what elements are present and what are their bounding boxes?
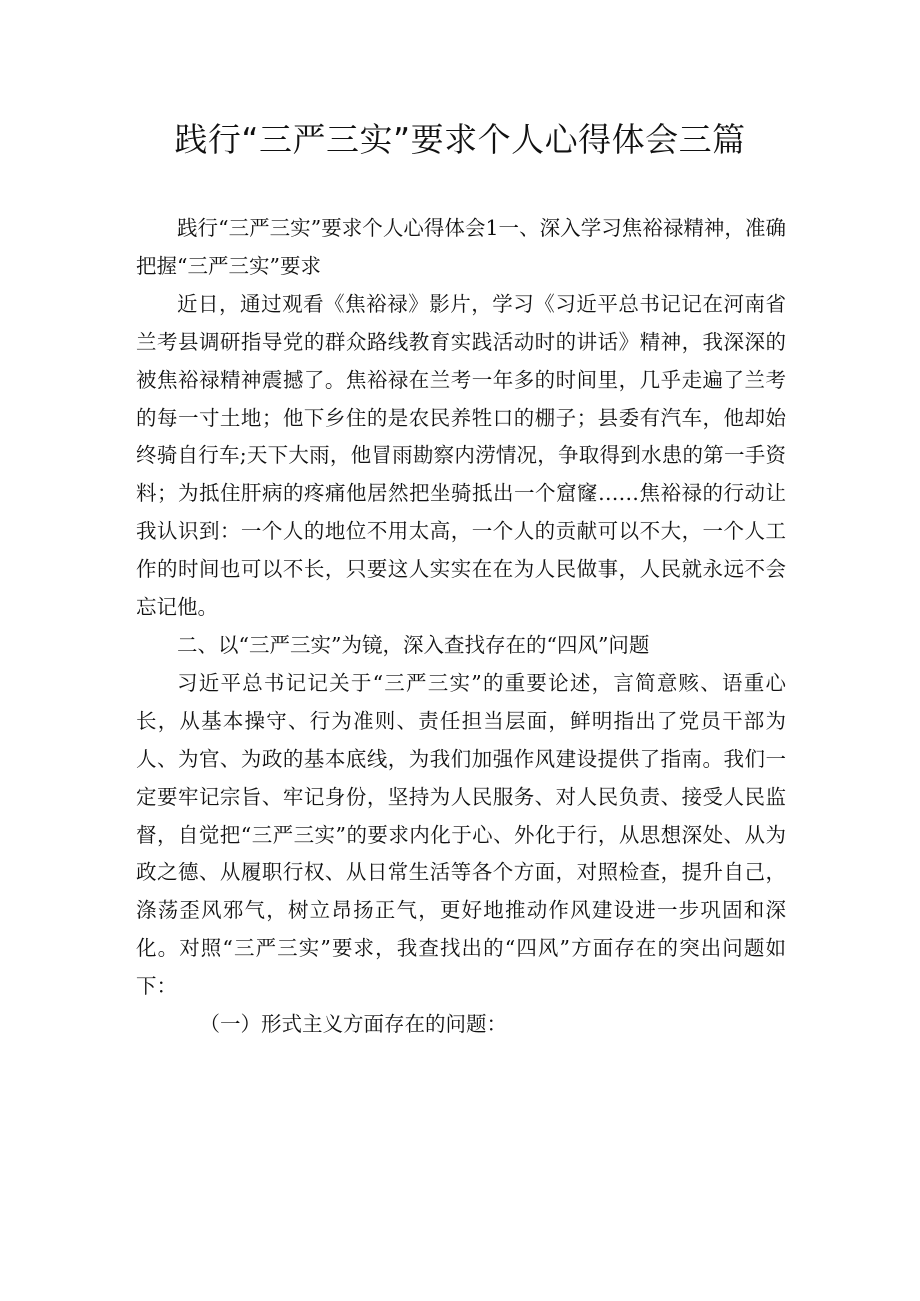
document-title: 践行“三严三实”要求个人心得体会三篇 [174, 120, 746, 159]
paragraph-three-strict-three-solid: 习近平总书记记关于“三严三实”的重要论述，言简意赅、语重心长，从基本操守、行为准则、责任担当层面，鲜明指出了党员干部为人、为官、为政的基本底线，为我们加强作风建设提供了指南。我们一定要牢记宗旨、牢记身份，坚持为人民服务、对人民负责、接受人民监督，自觉把“三严三实”的要求内化于心、外化于行，从思想深处、从为政之德、从履职行权、从日常生活等各个方面，对照检查，提升自己，涤荡歪风邪气，树立昂扬正气，更好地推动作风建设进一步巩固和深化。对照“三严三实”要求，我查找出的“四风”方面存在的突出问题如下： [136, 670, 786, 999]
paragraph-section-two-heading: 二、以“三严三实”为镜，深入查找存在的“四风”问题 [177, 632, 650, 657]
paragraph-jiao-yulu: 近日，通过观看《焦裕禄》影片，学习《习近平总书记记在河南省兰考县调研指导党的群众路线教育实践活动时的讲话》精神，我深深的被焦裕禄精神震撼了。焦裕禄在兰考一年多的时间里，几乎走遍了兰考的每一寸土地；他下乡住的是农民养牲口的棚子；县委有汽车，他却始终骑自行车;天下大雨，他冒雨勘察内涝情况，争取得到水患的第一手资料；为抵住肝病的疼痛他居然把坐骑抵出一个窟窿……焦裕禄的行动让我认识到：一个人的地位不用太高，一个人的贡献可以不大，一个人工作的时间也可以不长，只要这人实实在在为人民做事，人民就永远不会忘记他。 [136, 291, 786, 620]
paragraph-intro-heading: 践行“三严三实”要求个人心得体会1一、深入学习焦裕禄精神，准确把握“三严三实”要求 [136, 216, 786, 278]
paragraph-formalism-heading: （一）形式主义方面存在的问题： [199, 1012, 508, 1037]
document-body [136, 210, 786, 1044]
